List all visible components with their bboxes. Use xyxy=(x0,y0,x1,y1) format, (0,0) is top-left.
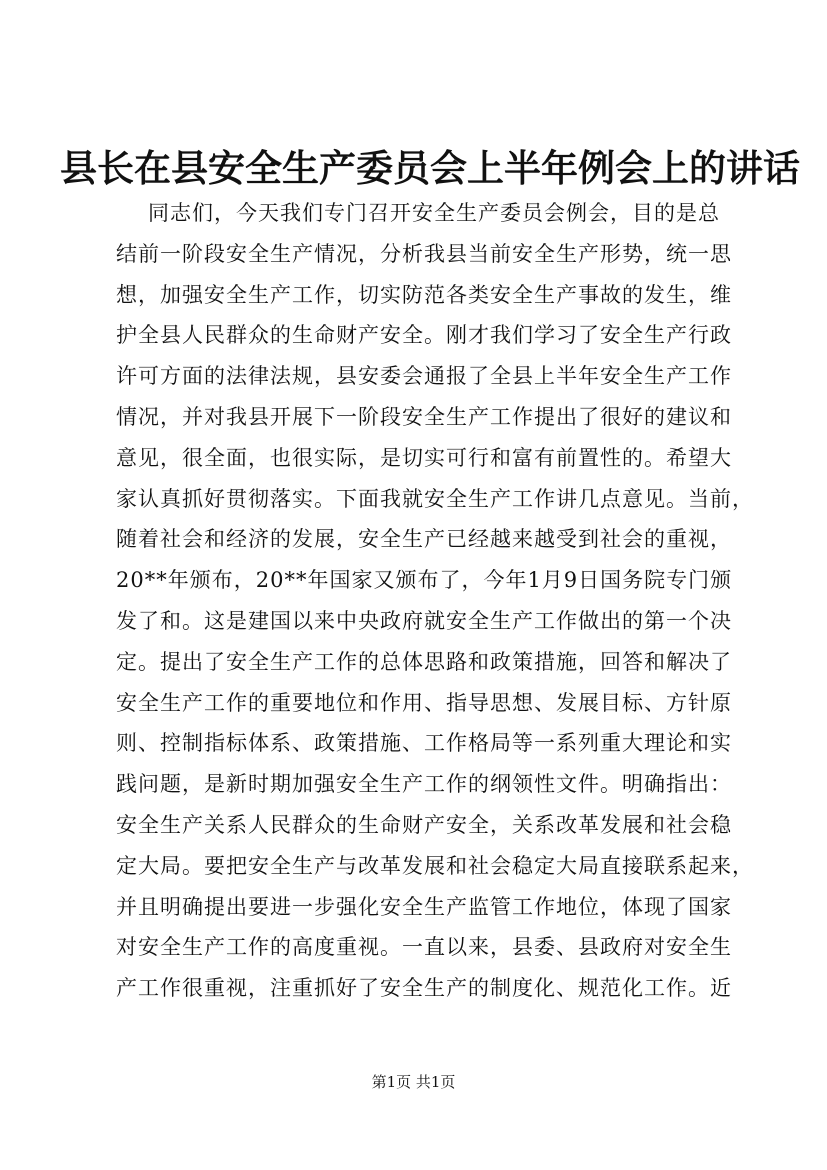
body-line: 许可方面的法律法规，县安委会通报了全县上半年安全生产工作 xyxy=(116,364,732,389)
document-title: 县长在县安全生产委员会上半年例会上的讲话 xyxy=(60,146,800,190)
body-line: 定大局。要把安全生产与改革发展和社会稳定大局直接联系起来， xyxy=(116,853,754,878)
body-line: 同志们，今天我们专门召开安全生产委员会例会，目的是总 xyxy=(148,201,720,225)
body-line: 家认真抓好贯彻落实。下面我就安全生产工作讲几点意见。当前， xyxy=(116,486,754,511)
body-line: 定。提出了安全生产工作的总体思路和政策措施，回答和解决了 xyxy=(116,649,732,674)
body-line: 并且明确提出要进一步强化安全生产监管工作地位，体现了国家 xyxy=(116,894,732,919)
body-line: 意见，很全面，也很实际，是切实可行和富有前置性的。希望大 xyxy=(116,445,732,470)
body-line: 情况，并对我县开展下一阶段安全生产工作提出了很好的建议和 xyxy=(116,404,732,429)
body-line: 践问题，是新时期加强安全生产工作的纲领性文件。明确指出： xyxy=(116,772,732,797)
body-line: 想，加强安全生产工作，切实防范各类安全生产事故的发生，维 xyxy=(116,282,732,307)
body-line: 随着社会和经济的发展，安全生产已经越来越受到社会的重视， xyxy=(116,527,732,552)
body-line: 护全县人民群众的生命财产安全。刚才我们学习了安全生产行政 xyxy=(116,323,732,348)
body-line: 对安全生产工作的高度重视。一直以来，县委、县政府对安全生 xyxy=(116,935,732,960)
body-line: 发了和。这是建国以来中央政府就安全生产工作做出的第一个决 xyxy=(116,608,732,633)
body-line: 结前一阶段安全生产情况，分析我县当前安全生产形势，统一思 xyxy=(116,241,732,266)
document-body xyxy=(116,193,754,1009)
body-line: 则、控制指标体系、政策措施、工作格局等一系列重大理论和实 xyxy=(116,731,732,756)
body-line: 安全生产工作的重要地位和作用、指导思想、发展目标、方针原 xyxy=(116,690,732,715)
page-number-footer: 第1页 共1页 xyxy=(371,1073,456,1091)
body-line: 产工作很重视，注重抓好了安全生产的制度化、规范化工作。近 xyxy=(116,976,732,1001)
body-line: 安全生产关系人民群众的生命财产安全，关系改革发展和社会稳 xyxy=(116,812,732,837)
body-line: 20**年颁布，20**年国家又颁布了，今年1月9日国务院专门颁 xyxy=(116,568,733,593)
